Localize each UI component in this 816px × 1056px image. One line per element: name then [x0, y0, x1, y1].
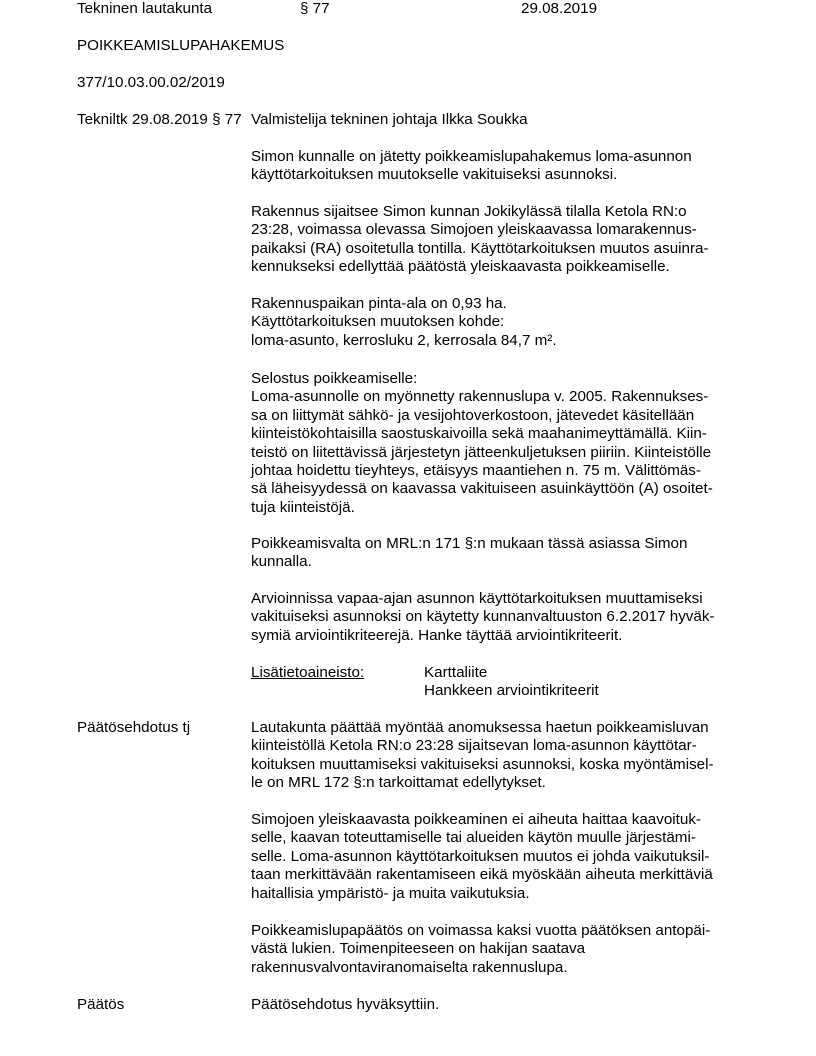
text-line: kunnalla.	[251, 553, 312, 571]
decision-text: Päätösehdotus hyväksyttiin.	[251, 996, 440, 1013]
diary-number: 377/10.03.00.02/2019	[77, 74, 225, 91]
preparer-text: Valmistelija tekninen johtaja Ilkka Soukka	[251, 111, 528, 128]
text-line: johtaa hoidettu tieyhteys, etäisyys maantiehen n. 75 m. Välittömäs-	[251, 462, 701, 480]
attachment-item: Hankkeen arviointikriteerit	[424, 682, 599, 699]
text-line: käyttötarkoituksen muutokselle vakituiseksi asunnoksi.	[251, 166, 618, 184]
preparer-ref: Tekniltk 29.08.2019 § 77	[77, 111, 242, 128]
text-line: sa on liittymät sähkö- ja vesijohtoverkostoon, jätevedet käsitellään	[251, 406, 695, 424]
text-line: sä läheisyydessä on kaavassa vakituiseen asuinkäyttöön (A) osoitet-	[251, 480, 713, 498]
text-line: Loma-asunnolle on myönnetty rakennuslupa v. 2005. Rakennukses-	[251, 388, 709, 406]
paragraph-location	[251, 203, 751, 277]
text-line: selle, kaavan toteuttamiselle tai alueiden käytön muulle järjestämi-	[251, 829, 696, 847]
proposal-paragraph-validity	[251, 922, 751, 977]
paragraph-criteria	[251, 590, 751, 645]
proposal-label: Päätösehdotus tj	[77, 719, 191, 736]
paragraph-application	[251, 148, 751, 185]
header-date: 29.08.2019	[521, 0, 598, 17]
paragraph-authority	[251, 535, 751, 572]
paragraph-justification	[251, 370, 751, 517]
decision-label: Päätös	[77, 996, 125, 1013]
text-line: tuja kiinteistöjä.	[251, 498, 355, 516]
text-line: Arvioinnissa vapaa-ajan asunnon käyttötarkoituksen muuttamiseksi	[251, 590, 703, 607]
attachments-label: Lisätietoaineisto:	[251, 664, 365, 681]
document-title: POIKKEAMISLUPAHAKEMUS	[77, 37, 285, 54]
text-line: Simon kunnalle on jätetty poikkeamislupahakemus loma-asunnon	[251, 148, 692, 165]
text-line: Rakennuspaikan pinta-ala on 0,93 ha.	[251, 295, 507, 312]
text-line: Selostus poikkeamiselle:	[251, 370, 418, 387]
text-line: selle. Loma-asunnon käyttötarkoituksen muutos ei johda vaikutuksil-	[251, 847, 710, 865]
text-line: kiinteistöllä Ketola RN:o 23:28 sijaitsevan loma-asunnon käyttötar-	[251, 737, 697, 755]
text-line: kiinteistökohtaisilla saostuskaivoilla sekä maahanimeyttämällä. Kiin-	[251, 425, 707, 443]
text-line: loma-asunto, kerrosluku 2, kerrosala 84,7 m².	[251, 331, 557, 349]
text-line: symiä arviointikriteerejä. Hanke täyttää arviointikriteerit.	[251, 626, 623, 644]
text-line: 23:28, voimassa olevassa Simojoen yleiskaavassa lomarakennus-	[251, 221, 697, 239]
text-line: paikaksi (RA) osoitetulla tontilla. Käyttötarkoituksen muutos asuinra-	[251, 239, 709, 257]
text-line: le on MRL 172 §:n tarkoittamat edellytykset.	[251, 774, 546, 792]
proposal-paragraph-impact	[251, 811, 751, 903]
text-line: vakituiseksi asunnoksi on käytetty kunnanvaltuuston 6.2.2017 hyväk-	[251, 608, 715, 626]
proposal-paragraph-grant	[251, 719, 751, 793]
text-line: kennukseksi edellyttää päätöstä yleiskaavasta poikkeamiselle.	[251, 258, 670, 276]
attachment-item: Karttaliite	[424, 664, 488, 681]
text-line: koituksen muuttamiseksi vakituiseksi asunnoksi, koska myöntämisel-	[251, 755, 714, 773]
text-line: Käyttötarkoituksen muutoksen kohde:	[251, 313, 505, 331]
text-line: taan merkittävään rakentamiseen eikä myöskään aiheuta merkittäviä	[251, 866, 713, 884]
text-line: haitallisia ympäristö- ja muita vaikutuksia.	[251, 884, 530, 902]
header-body: Tekninen lautakunta	[77, 0, 213, 17]
text-line: rakennusvalvontaviranomaiselta rakennuslupa.	[251, 958, 568, 976]
paragraph-site-details	[251, 295, 751, 350]
text-line: Poikkeamisvalta on MRL:n 171 §:n mukaan tässä asiassa Simon	[251, 535, 688, 552]
header-section: § 77	[300, 0, 330, 17]
text-line: Lautakunta päättää myöntää anomuksessa haetun poikkeamisluvan	[251, 719, 709, 736]
text-line: Simojoen yleiskaavasta poikkeaminen ei aiheuta haittaa kaavoituk-	[251, 811, 701, 828]
text-line: Poikkeamislupapäätös on voimassa kaksi vuotta päätöksen antopäi-	[251, 922, 711, 939]
text-line: Rakennus sijaitsee Simon kunnan Jokikylässä tilalla Ketola RN:o	[251, 203, 687, 220]
text-line: västä lukien. Toimenpiteeseen on hakijan saatava	[251, 940, 586, 958]
text-line: teistö on liitettävissä järjestetyn jätteenkuljetuksen piiriin. Kiinteistölle	[251, 443, 712, 461]
